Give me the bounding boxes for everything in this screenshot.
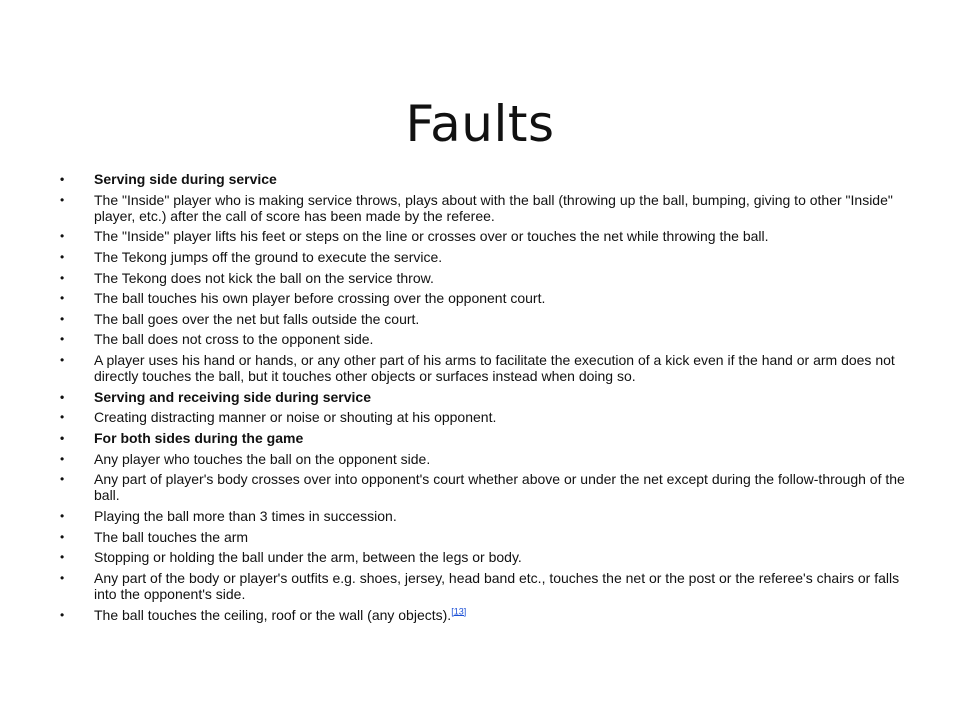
list-item bbox=[60, 290, 908, 306]
list-item bbox=[60, 549, 908, 565]
list-item bbox=[60, 228, 908, 244]
section-heading bbox=[60, 171, 908, 187]
citation-link[interactable]: [13] bbox=[451, 605, 467, 616]
list-item bbox=[60, 529, 908, 545]
fault-list bbox=[60, 171, 908, 627]
list-item-text: For both sides during the game bbox=[94, 429, 304, 446]
list-item bbox=[60, 451, 908, 467]
list-item-text: A player uses his hand or hands, or any other part of his arms to facilitate the execution of a kick even if the hand or arm does not directly touches the ball, but it touches other objects or surfaces instead when doing so. bbox=[94, 351, 895, 385]
list-item bbox=[60, 249, 908, 265]
list-item bbox=[60, 331, 908, 347]
list-item bbox=[60, 607, 908, 623]
list-item bbox=[60, 508, 908, 524]
list-item-text: Serving side during service bbox=[94, 171, 277, 187]
list-item bbox=[60, 471, 908, 503]
list-item-text: Creating distracting manner or noise or shouting at his opponent. bbox=[94, 409, 497, 426]
list-item bbox=[60, 270, 908, 286]
list-item-text: The ball does not cross to the opponent side. bbox=[94, 331, 374, 348]
list-item-text: The ball goes over the net but falls outside the court. bbox=[94, 310, 420, 327]
list-item-text: Any part of the body or player's outfits e.g. shoes, jersey, head band etc., touches the net or the post or the referee's chairs or falls into the opponent's side. bbox=[94, 569, 900, 602]
list-item bbox=[60, 352, 908, 384]
list-item-text: The ball touches his own player before crossing over the opponent court. bbox=[94, 290, 546, 307]
slide-title: Faults bbox=[405, 94, 555, 153]
list-item bbox=[60, 409, 908, 425]
list-item-text: The "Inside" player lifts his feet or steps on the line or crosses over or touches the net while throwing the ball. bbox=[94, 228, 769, 245]
list-item-text: The ball touches the ceiling, roof or the wall (any objects). bbox=[94, 606, 452, 623]
list-item-text: Any part of player's body crosses over into opponent's court whether above or under the net except during the follow-through of the ball. bbox=[94, 471, 905, 504]
list-item-text: The Tekong jumps off the ground to execute the service. bbox=[94, 248, 443, 265]
section-heading bbox=[60, 430, 908, 446]
list-item bbox=[60, 570, 908, 602]
list-item-text: Stopping or holding the ball under the arm, between the legs or body. bbox=[94, 549, 522, 566]
list-item-text: The Tekong does not kick the ball on the service throw. bbox=[94, 269, 434, 286]
list-item-text: The ball touches the arm bbox=[94, 528, 249, 545]
list-item-text: Serving and receiving side during service bbox=[94, 388, 371, 405]
list-item-text: Any player who touches the ball on the opponent side. bbox=[94, 450, 431, 467]
list-item bbox=[60, 192, 908, 224]
list-item-text: The "Inside" player who is making service throws, plays about with the ball (throwing up the ball, bumping, giving to other "Inside" player, etc.) after the call of score has been made by the referee. bbox=[94, 191, 893, 224]
list-item bbox=[60, 311, 908, 327]
list-item-text: Playing the ball more than 3 times in succession. bbox=[94, 507, 397, 524]
section-heading bbox=[60, 389, 908, 405]
